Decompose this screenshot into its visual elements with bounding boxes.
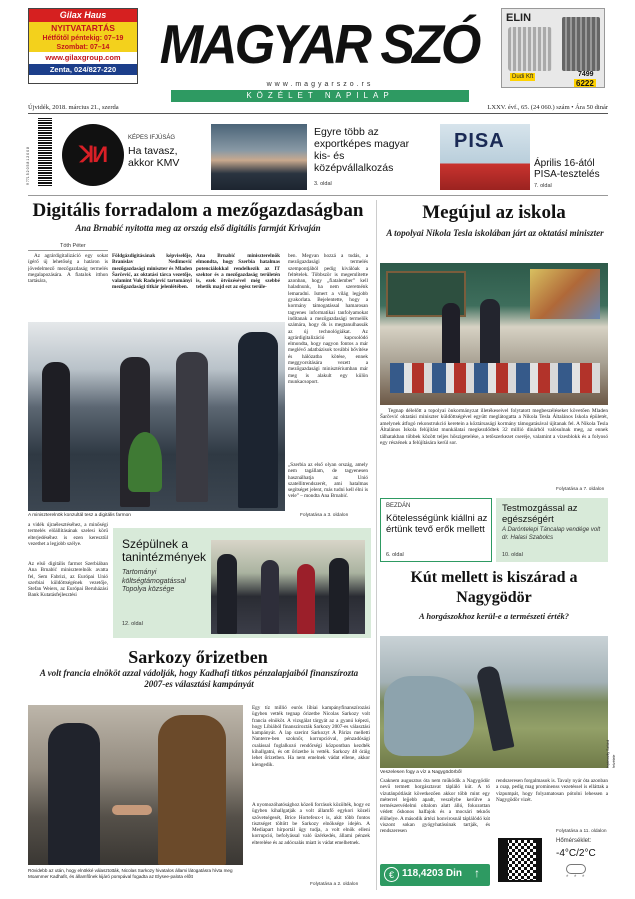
story3-caption: Rövidebb az után, hogy elnökké választották, Nicolas Sarkozy hivatalos állami látogatásra hívta meg Moammer Kadhafit, és államfőnek kijáró pompával fogadta az Elysee-palota előtt bbox=[28, 868, 233, 879]
arrow-up-icon: ↑ bbox=[474, 866, 480, 880]
box-bezdan-page: 6. oldal bbox=[386, 552, 404, 558]
ad-gilax-title: NYITVATARTÁS bbox=[29, 22, 137, 34]
teaser-kmv-logo[interactable] bbox=[62, 124, 124, 186]
teaser-kmv-title[interactable]: Ha tavasz, akkor KMV bbox=[128, 145, 180, 169]
teaser-minister-photo[interactable] bbox=[211, 124, 307, 190]
teaser-export-page: 3. oldal bbox=[314, 181, 332, 187]
exchange-rate-value: 118,4203 Din bbox=[402, 868, 463, 879]
story4-caption: Veszelesen fogy a víz a Nagygödörből bbox=[380, 770, 462, 775]
story3-col2: A nyomozóhatósághoz közeli források közölték, hogy ez ügyben kihallgatják a volt államfő egykori közeli szövetségesét, Brice Hortefeux-t is, akit több fontos tisztséget töltött be Sarkozy elnöksége idején. A Mediapart hírportál ügy tudja, a volt elnök elleni korrupció, befolyással való üzérkedés, állami pénzek elterelése és az adócsalás miatt is vádat emelhetnek. bbox=[252, 802, 370, 846]
story2-subtitle: A topolyai Nikola Tesla iskolában járt az oktatási miniszter bbox=[386, 228, 604, 238]
ad-gilax-brand: Gilax Haus bbox=[29, 9, 137, 22]
story3-title[interactable]: Sarkozy őrizetben bbox=[128, 647, 268, 667]
snow-icon: * * * bbox=[566, 875, 587, 881]
story1-col1: Az agrárdigitalizáció egy sokat ígérő új lehetőség a határon is jövedelmező mezőgazdaság termelés megalapozására. A fiatalok itthon tartására, bbox=[28, 253, 108, 285]
pisa-logo: PISA bbox=[454, 130, 505, 152]
cloud-icon bbox=[566, 864, 586, 874]
school-person-1 bbox=[217, 554, 237, 634]
story4-credit: Ispánovity Szilárd felvétele bbox=[606, 739, 616, 768]
teaser-pisa-graphic[interactable] bbox=[440, 124, 530, 190]
barcode bbox=[38, 118, 52, 186]
story1-author: Tóth Péter bbox=[60, 243, 86, 249]
story1-author-line bbox=[28, 250, 108, 251]
column-divider bbox=[376, 200, 377, 890]
school-person-2 bbox=[261, 560, 279, 634]
story4-continued: Folytatása a 11. oldalon bbox=[556, 829, 607, 834]
story1-title[interactable]: Digitális forradalom a mezőgazdaságban bbox=[32, 200, 364, 221]
photo-person-4 bbox=[238, 332, 278, 508]
story1-caption: A miniszterelnök konzultál tesz a digitális farmon bbox=[28, 513, 131, 518]
box-sport-text: A Daróntelepi Táncalap vendége volt dr. Halasi Szabolcs bbox=[502, 527, 601, 541]
ad-gilax-hours-1: Hétfőtől péntekig: 07–19 bbox=[29, 34, 137, 43]
teaser-school-page: 12. oldal bbox=[122, 621, 143, 627]
weather-label: Hőmérséklet: bbox=[556, 838, 592, 844]
euro-icon: € bbox=[384, 867, 399, 882]
box-sport-title[interactable]: Testmozgással az egészségért bbox=[502, 503, 578, 525]
masthead-url: www.magyarszo.rs bbox=[266, 81, 374, 88]
story4-title[interactable]: Kút mellett is kiszárad a Nagygödör bbox=[410, 569, 578, 606]
story3-subtitle: A volt francia elnököt azzal vádolják, hogy Kadhafi titkos pénzalapjaiból finanszírozta 2007-es választási kampányát bbox=[39, 668, 359, 689]
story2-continued: Folytatása a 7. oldalon bbox=[556, 487, 605, 492]
story1-col1c: Az első digitális farmot Szerbiában Ana Brnabić miniszterelnök avatta fel, Sem Fabrizi, az Európai Unió szerbiai küldöttségének vezetője, Stefan Weiers, az Európai Beruházási Bank Kutatásfejlesztési bbox=[28, 561, 108, 599]
story1-col2: Földgázdigitásának képviselője, Branislav Nedimović mezőgazdasági miniszter és Mladen Šarčević, az oktatási tárca vezetője, valamint Vuk Radojević tartományi mezőgazdasági titkár jelenlétében. bbox=[112, 253, 192, 291]
teaser-school-text: Tartományi költségtámogatással Topolya községe bbox=[122, 569, 186, 593]
sarkozy-figure bbox=[48, 723, 100, 865]
ad-gilax-url: www.gilaxgroup.com bbox=[45, 53, 121, 62]
ad-elin-price-1: 7499 bbox=[578, 71, 594, 78]
box-bezdan-kicker: BEZDÁN bbox=[386, 503, 411, 509]
box-sport-page: 10. oldal bbox=[502, 552, 523, 558]
masthead-title: MAGYAR SZÓ bbox=[159, 14, 479, 76]
weather-value: -4°C/2°C bbox=[556, 848, 596, 859]
story1-continued: Folytatása a 3. oldalon bbox=[300, 513, 349, 518]
teaser-school-title[interactable]: Szépülnek a tanintézmények bbox=[122, 537, 207, 564]
pupil-row bbox=[390, 363, 600, 393]
masthead-tagline: KÖZÉLET NAPILAP bbox=[171, 90, 469, 102]
story4-subtitle: A horgászokhoz kerül-e a természeti érték? bbox=[419, 611, 569, 621]
dateline-issue: LXXV. évf., 65. (24 060.) szám • Ára 50 dinár bbox=[487, 104, 608, 111]
story1-col4: ben. Megvan hozzá a tudás, a mezőgazdasági termelés szempontjából pedig kiválóak a feltételek. Többször is megemlítette azonban, hogy „fiatalember” kell haladnunk, ha nem szeretnénk lemaradni. Ismert a világ legjobb gyakorlata. Bejelentette, hogy a kormány támogatással hamarosan tagyenes informatikai tanfolyamokat indítanak a mezőgazdasági termelők számára, hogy ők is megtanulhassák az új technológiákat. Az agrárdigitalizáció kapcsolódó elmondta, hogy nagyon fontos a már meglévő adatbázisok további bővítése és hálózatba kötése, ennek meggyorsítására vezett a mezőgazdasági minisztériumban már meg is alakult egy külön munkacsoport. bbox=[288, 253, 368, 385]
heater-image bbox=[508, 27, 552, 71]
dateline-date: Újvidék, 2018. március 21., szerda bbox=[28, 104, 119, 111]
ad-elin[interactable] bbox=[501, 8, 605, 88]
divider-top bbox=[28, 113, 608, 114]
ad-elin-price-2: 6222 bbox=[576, 79, 594, 88]
story3-continued: Folytatása a 2. oldalon bbox=[310, 882, 359, 887]
story1-col1b: a vidék újraélesztéséhez, a minőségi termelés előállításának szelesi körű elterjedéséhez is ezen keresztül vezethet a legjobb szélye. bbox=[28, 522, 108, 547]
teaser-school-photo[interactable] bbox=[211, 540, 365, 634]
artwork bbox=[530, 269, 600, 319]
teaser-export-title[interactable]: Egyre több az exportképes magyar kis- és középvállalkozás bbox=[314, 126, 410, 174]
kmv-icon: ꓘИ bbox=[79, 142, 107, 167]
story4-col2: rendszeresen forgalmasok is. Tavaly nyár óta azonban a csap, pedig mag prominenss vezetéssel is elláttak a vízpumpát, hogy folyamatosan pótolni lehessen a Nagygödör vizét. bbox=[496, 778, 608, 803]
story1-subtitle: Ana Brnabić nyitotta meg az ország első digitális farmját Krivaján bbox=[75, 223, 321, 233]
story3-col1: Egy tíz millió eurós líbiai kampányfinanszírozási ügyben vették tegnap őrizetbe Nicolas Sarkozy volt francia elnököt. A vizsgálat tárgyát az a gyanú képezi, hogy Líbiából finanszírozták Sarkozy 2007-es választási kampányát. A lap szerint Sarkozyt A Párizs melletti Nanterre-ben szoknőr, korrupcióval, pénzadósági csalással foglalkozó rendőrségi központban kezdték kihallgatni, és ott őrizetbe is vették. Sarkozy 48 óráig lehet őrizetben. Ha nem emelnek vádat ellene, akkor kiengedik. bbox=[252, 705, 370, 768]
story2-title[interactable]: Megújul az iskola bbox=[422, 202, 566, 223]
teaser-pisa-page: 7. oldal bbox=[534, 183, 552, 189]
qr-code[interactable] bbox=[498, 838, 542, 882]
divider-teasers bbox=[28, 195, 608, 196]
teaser-pisa-title[interactable]: Április 16-ától PISA-tesztelés bbox=[534, 158, 600, 180]
story1-col4b: „Szerbia az első olyan ország, amely nem tagállam, de tagyenesen használhatja az Unió szatellitrendszerét, ami hatalmas segítséget jelent, más tudni kell élni is vele” – mondta Ana Brnabić. bbox=[288, 462, 368, 500]
story1-col3: Ana Brnabić miniszterelnök elmondta, hogy Szerbia hatalmas potenciálokkal rendelkezik az IT szektor és a mezőgazdaság területén is, ezek ötvözésével még szebbé tehetik majd ezt az egész terüle- bbox=[196, 253, 280, 291]
stove-image bbox=[562, 17, 600, 71]
ad-gilax[interactable] bbox=[28, 8, 138, 84]
school-person-3 bbox=[297, 564, 315, 634]
teaser-kmv-kicker: KÉPES IFJÚSÁG bbox=[128, 135, 176, 141]
pond-water bbox=[384, 676, 474, 756]
story2-text: Tegnap délelőtt a topolyai önkormányzat illetékeseivel folytatott megbeszéléseket követően Mladen Šarčević oktatási miniszter küldöttségével együtt meglátogatta a Nikola Tesla Általános Iskola épületét, amelynek átfogó rekonstrukció keretein a köztársasági kormány támogatásával újítanak fel. A Nikola Tesla Általános Iskola felújítást munkálatai megkezdődtek 32 millió dinárból valósulnak meg, az ennek tálhatakban többek között teljes hőszigetelése, a tetőszerkezet cseréje, valamint a vizesblokk és a folyosó egy részének a felújítására kerül sor. bbox=[380, 408, 608, 447]
photo-person-1 bbox=[42, 362, 70, 502]
photo-plant bbox=[128, 432, 162, 492]
handshake bbox=[112, 805, 152, 815]
ad-elin-brand: ELIN bbox=[506, 12, 532, 24]
kadhafi-figure bbox=[158, 715, 226, 865]
ad-elin-brand-2: Dudi Kft bbox=[512, 74, 534, 80]
photo-person-3 bbox=[176, 352, 208, 502]
story2-photo[interactable] bbox=[380, 263, 608, 405]
story3-photo[interactable] bbox=[28, 705, 243, 865]
ad-gilax-hours-2: Szombat: 07–14 bbox=[29, 43, 137, 52]
story1-photo[interactable] bbox=[28, 322, 285, 511]
ad-gilax-phone: Zenta, 024/827-220 bbox=[29, 64, 137, 75]
man-figure bbox=[476, 665, 515, 752]
barcode-number: 9 771 5 2 0 5 8 1 2 0 0 8 bbox=[26, 147, 30, 185]
story4-photo[interactable] bbox=[380, 636, 608, 768]
school-person-4 bbox=[329, 558, 349, 634]
story4-col1: Csaknem augusztus óta nem működik a Nagygödör nevű termett horgásztavat tápláló kút. A tó vízutánpótlását következően akkor több mint egy méterrel lejjebb apadt, veszélybe kerülve a természetvédelmi oltalom alatt álló, fokozottan védett őshonos halfajok és a mocsári teknős élőhelye. A második ártézi honvirosnál táplálódó kút viszont sokan gyógyhatásúnak tartják, és rendszeresen bbox=[380, 778, 490, 835]
box-bezdan-title[interactable]: Kötelességünk kiállni az értünk tevő erők mellett bbox=[386, 513, 488, 535]
